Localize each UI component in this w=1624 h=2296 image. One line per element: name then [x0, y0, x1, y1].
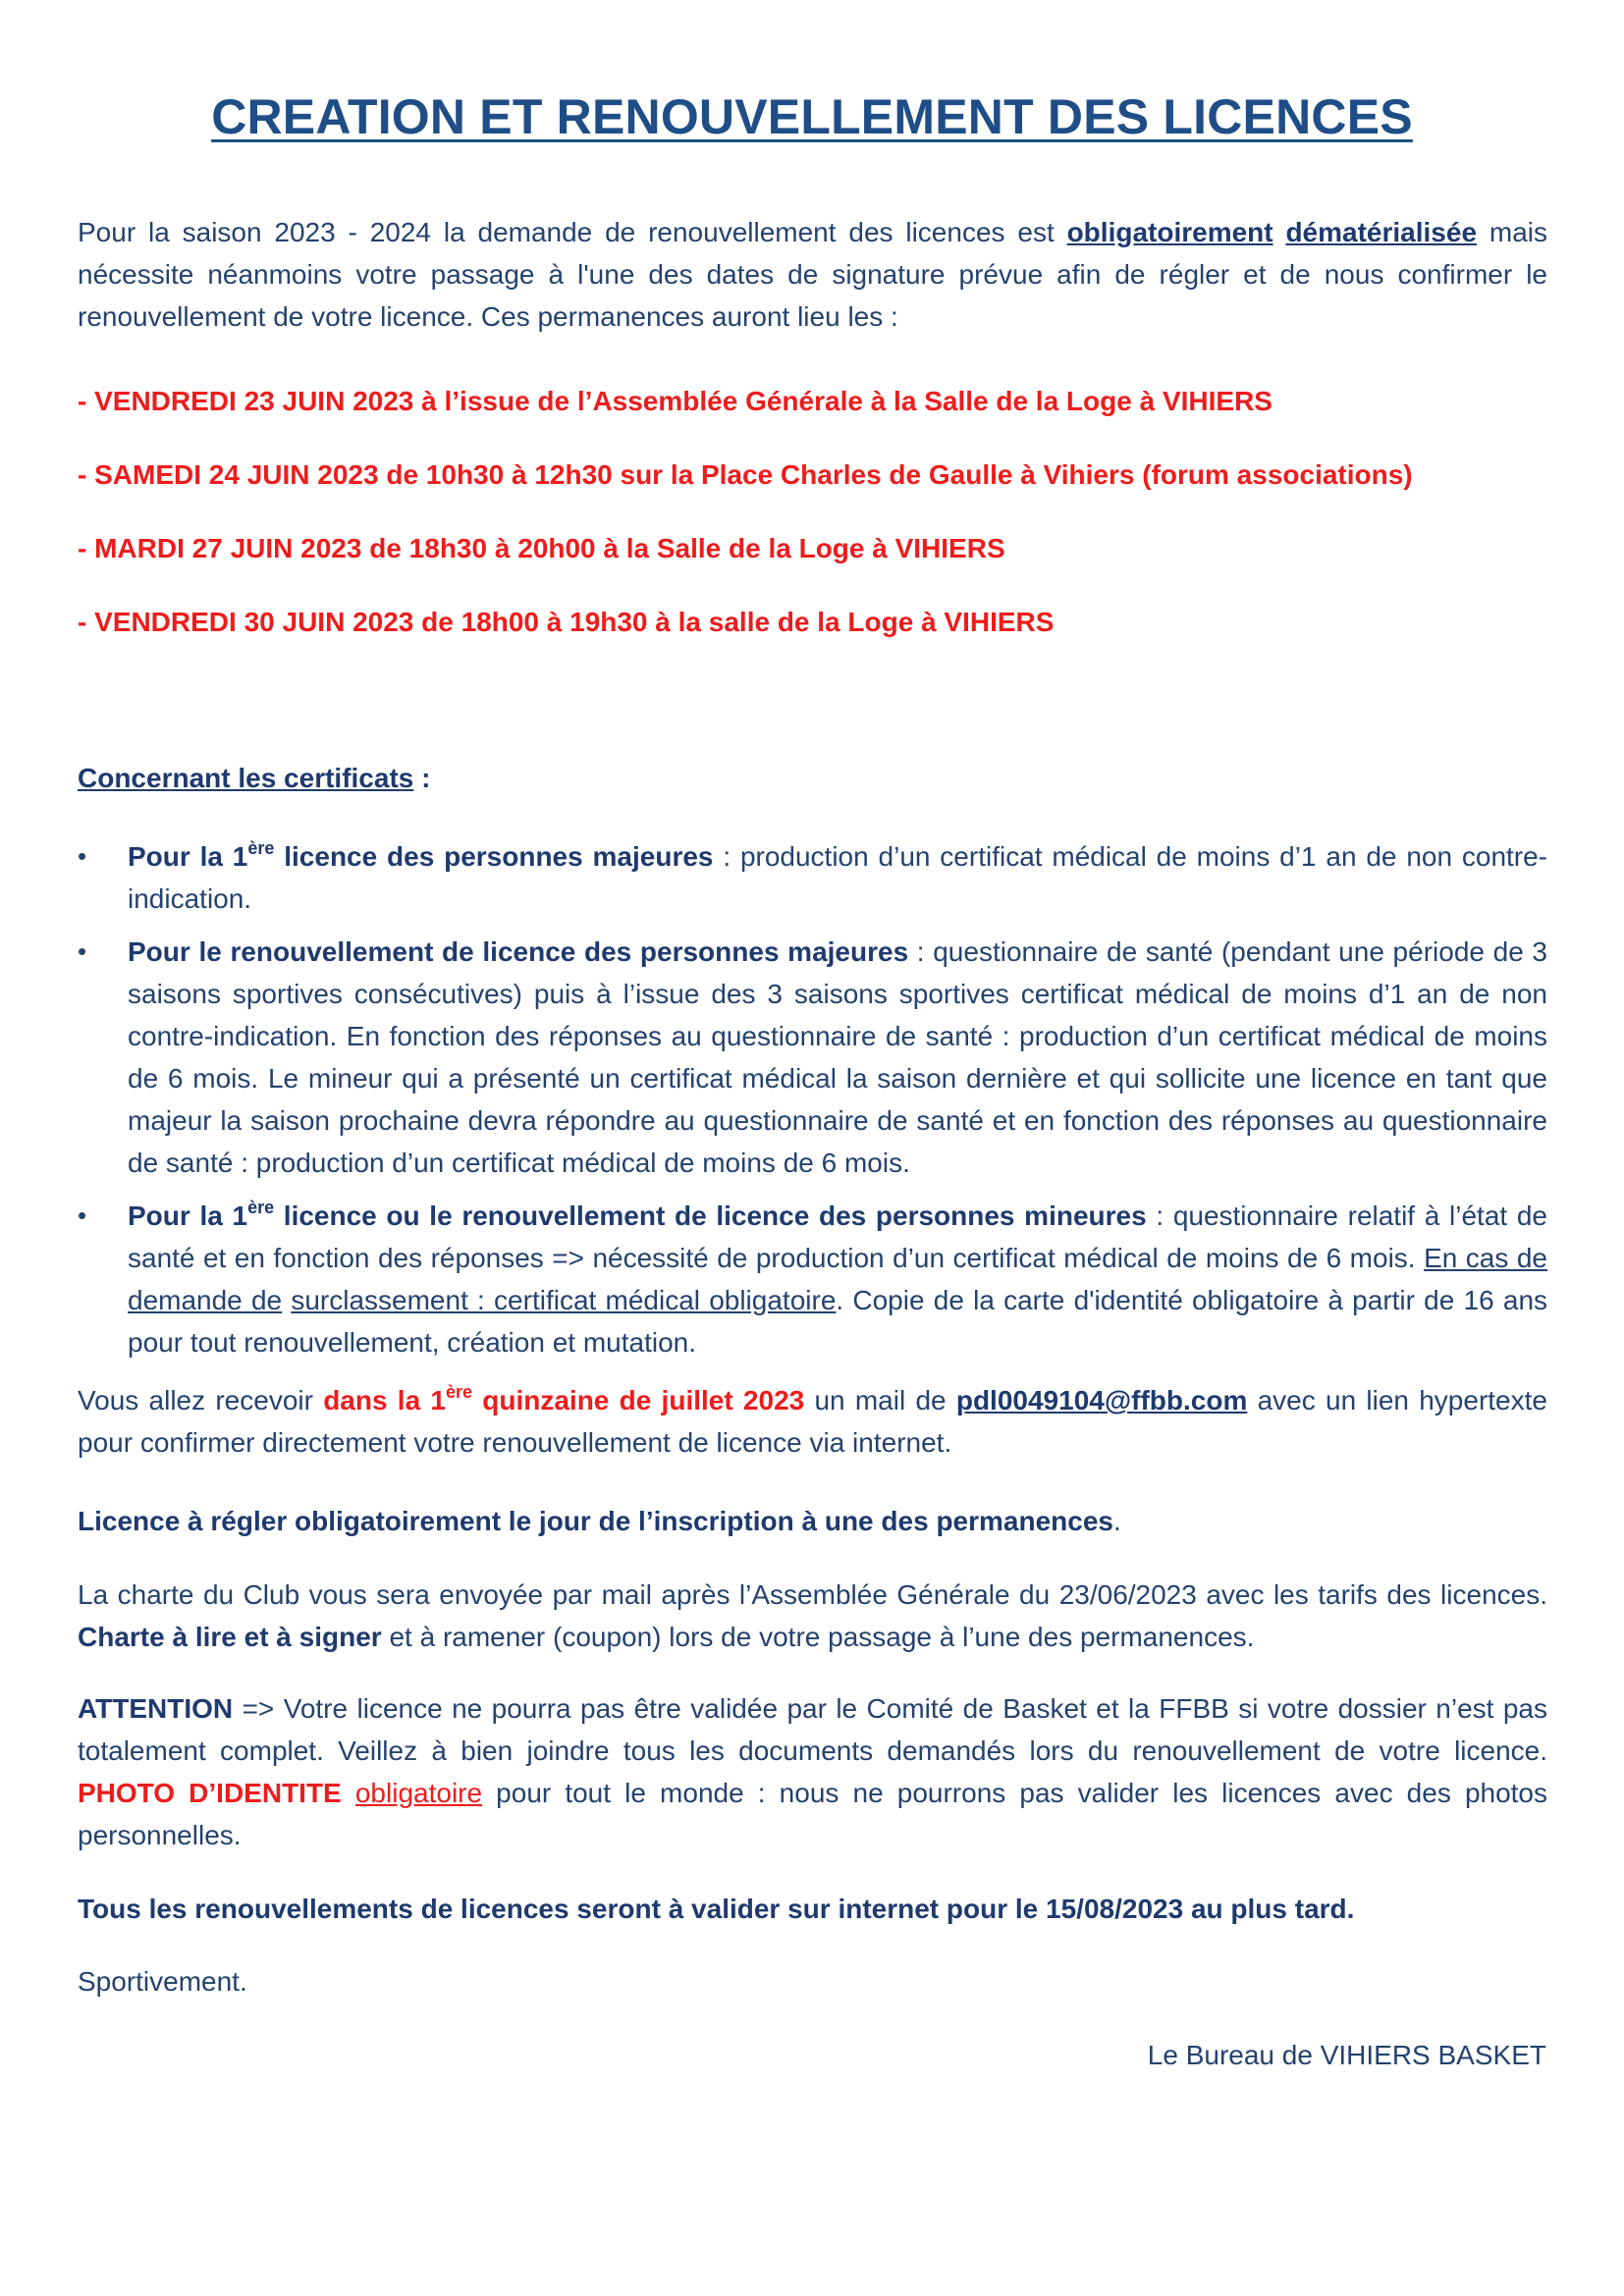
mail-text-2: un mail de	[804, 1385, 956, 1415]
bullet-3-bold-b: licence ou le renouvellement de licence des personnes mineures	[274, 1201, 1147, 1231]
signature: Le Bureau de VIHIERS BASKET	[1147, 2040, 1546, 2070]
list-item	[78, 835, 1547, 920]
final-deadline: Tous les renouvellements de licences seront à valider sur internet pour le 15/08/2023 au plus tard.	[78, 1894, 1355, 1924]
certificats-heading-label: Concernant les certificats	[78, 763, 414, 793]
attention-label: ATTENTION	[78, 1693, 234, 1724]
certificats-heading-colon: :	[413, 763, 431, 793]
bullet-3-text: : questionnaire relatif à l’état de santé et en fonction des réponses => nécessité de production d’un certificat médical de moins de 6 mois.	[128, 1201, 1547, 1273]
email-link[interactable]: pdl0049104@ffbb.com	[955, 1385, 1248, 1415]
certificats-list	[78, 835, 1547, 1374]
list-item	[78, 931, 1547, 1184]
bullet-1-sup: ère	[247, 837, 275, 858]
bullet-dot: •	[78, 936, 87, 966]
closing: Sportivement.	[78, 1966, 247, 1997]
intro-text-1: Pour la saison 2023 - 2024 la demande de renouvellement des licences est	[78, 217, 1067, 247]
bullet-2-text: : questionnaire de santé (pendant une période de 3 saisons sportives consécutives) puis à l’issue des 3 saisons sportives certificat médical de moins d’1 an de non contre-indication. En fonction des réponses au questionnaire de santé : production d’un certificat médical de moins de 6 mois. Le mineur qui a présenté un certificat médical la saison dernière et qui sollicite une licence en tant que majeur la saison prochaine devra répondre au questionnaire de santé et en fonction des réponses au questionnaire de santé : production d’un certificat médical de moins de 6 mois.	[128, 936, 1547, 1178]
bullet-3-space	[282, 1285, 291, 1315]
obligatoirement-emphasis: obligatoirement	[1066, 217, 1273, 247]
bullet-3-bold-a: Pour la 1	[128, 1201, 248, 1231]
regler-paragraph	[78, 1500, 1121, 1542]
charte-bold: Charte à lire et à signer	[78, 1622, 382, 1652]
dematerialisee-emphasis: dématérialisée	[1285, 217, 1478, 247]
regler-bold: Licence à régler obligatoirement le jour de l’inscription à une des permanences	[78, 1506, 1113, 1536]
charte-paragraph	[78, 1574, 1547, 1658]
bullet-dot: •	[78, 1201, 87, 1230]
mail-red-sup: ère	[445, 1381, 473, 1402]
charte-text-2: et à ramener (coupon) lors de votre passage à l’une des permanences.	[381, 1622, 1255, 1652]
obligatoire-underlined: obligatoire	[354, 1778, 483, 1808]
bullet-3-text-2: . Copie de la carte d'identité obligatoire à partir de 16 ans pour tout renouvellement, création et mutation.	[128, 1285, 1548, 1358]
intro-paragraph	[78, 211, 1547, 338]
mail-paragraph	[78, 1379, 1547, 1464]
regler-end: .	[1112, 1506, 1121, 1536]
bullet-1-text: : production d’un certificat médical de moins d’1 an de non contre-indication.	[128, 841, 1548, 914]
charte-text-1: La charte du Club vous sera envoyée par mail après l’Assemblée Générale du 23/06/2023 avec les tarifs des licences.	[78, 1579, 1547, 1610]
mail-red-b: quinzaine de juillet 2023	[472, 1385, 805, 1415]
photo-identite: PHOTO D’IDENTITE	[78, 1778, 342, 1808]
permanence-line: - MARDI 27 JUIN 2023 de 18h30 à 20h00 à la Salle de la Loge à VIHIERS	[78, 533, 1005, 563]
permanence-line: - VENDREDI 30 JUIN 2023 de 18h00 à 19h30 à la salle de la Loge à VIHIERS	[78, 607, 1055, 637]
attention-paragraph	[78, 1687, 1547, 1856]
bullet-2-bold: Pour le renouvellement de licence des personnes majeures	[128, 936, 909, 967]
bullet-3-sup: ère	[247, 1197, 275, 1217]
mail-red-a: dans la 1	[323, 1385, 446, 1415]
bullet-1-bold-a: Pour la 1	[128, 841, 248, 872]
intro-text-2: mais nécessite néanmoins votre passage à l'une des dates de signature prévue afin de régler et de nous confirmer le renouvellement de votre licence. Ces permanences auront lieu les :	[78, 217, 1547, 332]
permanence-line: - VENDREDI 23 JUIN 2023 à l’issue de l’Assemblée Générale à la Salle de la Loge à VIHIERS	[78, 386, 1272, 416]
bullet-dot: •	[78, 841, 87, 871]
surclassement-underline-1: En cas de demande de	[128, 1243, 1547, 1315]
permanence-line: - SAMEDI 24 JUIN 2023 de 10h30 à 12h30 sur la Place Charles de Gaulle à Vihiers (forum associations)	[78, 459, 1413, 490]
mail-text-3: avec un lien hypertexte pour confirmer directement votre renouvellement de licence via internet.	[78, 1385, 1547, 1458]
attention-text-1: => Votre licence ne pourra pas être validée par le Comité de Basket et la FFBB si votre dossier n’est pas totalement complet. Veillez à bien joindre tous les documents demandés lors du renouvellement de votre licence.	[78, 1693, 1547, 1766]
attention-space	[342, 1778, 355, 1808]
attention-text-2: pour tout le monde : nous ne pourrons pas valider les licences avec des photos personnelles.	[78, 1778, 1548, 1850]
page-title: CREATION ET RENOUVELLEMENT DES LICENCES	[211, 89, 1413, 144]
certificats-heading	[78, 757, 430, 799]
mail-text-1: Vous allez recevoir	[78, 1385, 324, 1415]
list-item	[78, 1195, 1547, 1363]
surclassement-underline-2: surclassement : certificat médical obligatoire	[291, 1285, 837, 1315]
bullet-1-bold-b: licence des personnes majeures	[274, 841, 714, 872]
